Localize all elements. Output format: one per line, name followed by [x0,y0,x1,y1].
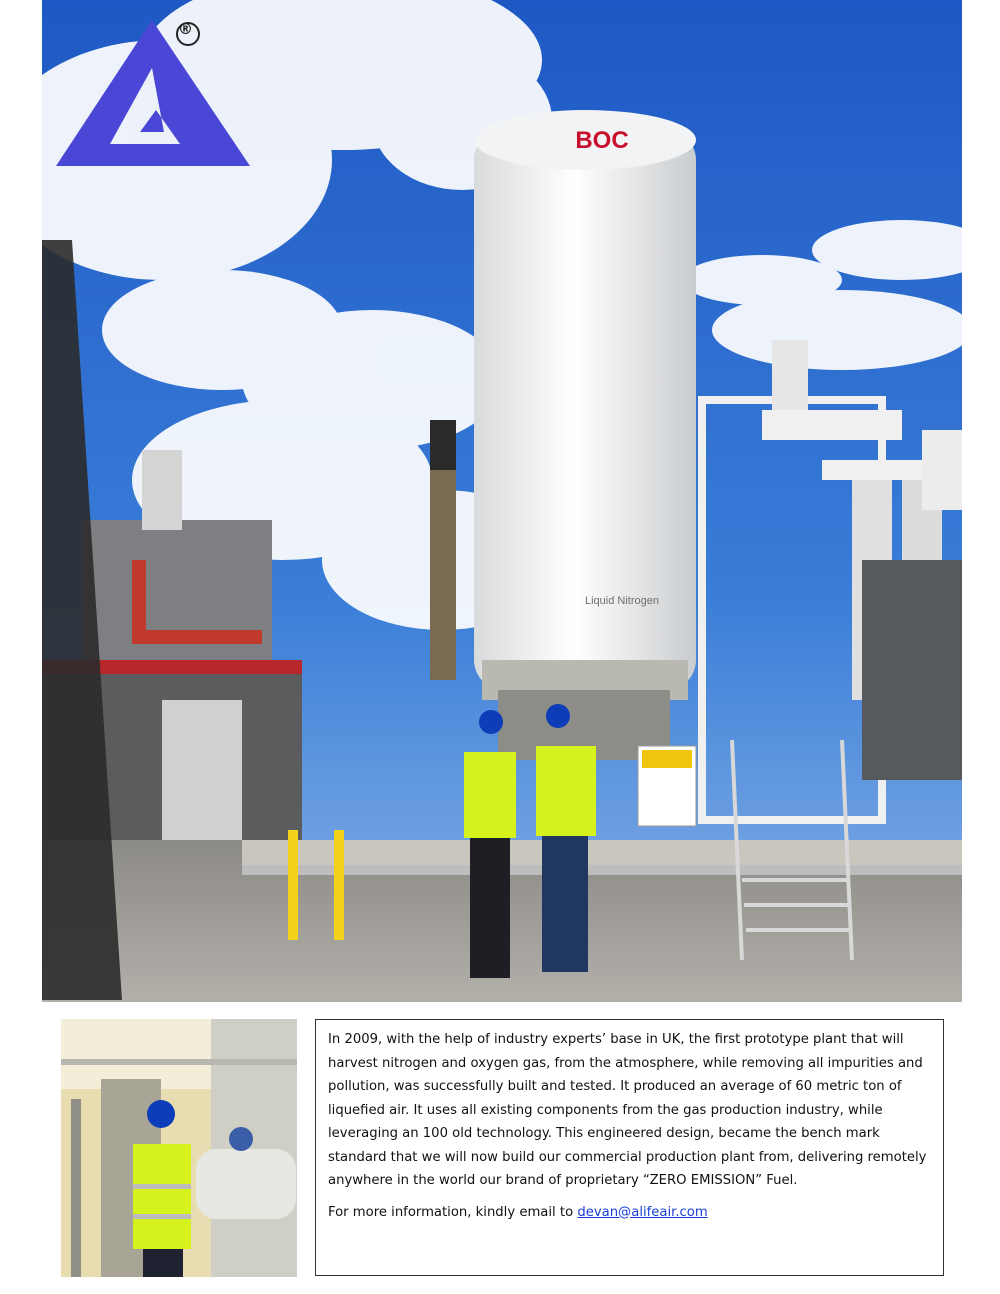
nitrogen-tank [474,110,696,760]
tank-brand-label: BOC [575,127,629,154]
company-logo [52,14,252,174]
engineer-photo-illustration [61,1019,297,1277]
tank-content-label: Liquid Nitrogen [585,595,659,607]
triangle-logo-icon [52,14,252,174]
contact-line [328,1201,931,1225]
contact-prefix: For more information, kindly email to [328,1204,578,1220]
contact-email-link[interactable]: devan@alifeair.com [577,1204,708,1220]
registered-mark: ® [178,20,193,38]
description-box [315,1019,944,1276]
side-photo [61,1019,297,1277]
description-paragraph: In 2009, with the help of industry experts’ base in UK, the first prototype plant that will harvest nitrogen and oxygen gas, from the atmosphere, while removing all impurities and pollution, was successfully built and tested. It produced an average of 60 metric ton of liquefied air. It uses all existing components from the gas production industry, while leveraging an 100 old technology. This engineered design, became the bench mark standard that we will now build our commercial production plant from, delivering remotely anywhere in the world our brand of proprietary “ZERO EMISSION” Fuel. [328,1032,927,1188]
